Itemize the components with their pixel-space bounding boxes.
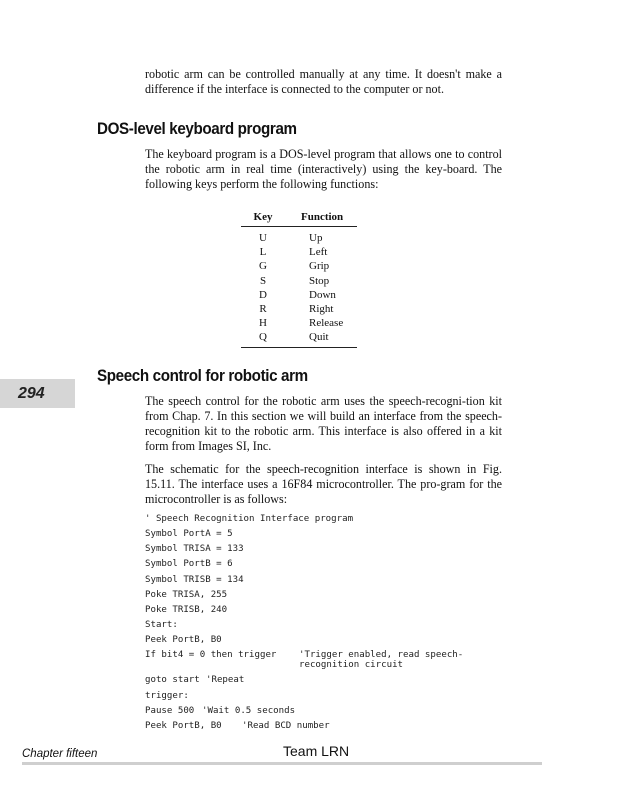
code-line xyxy=(145,673,505,688)
speech-paragraph-1: The speech control for the robotic arm uses the speech-recogni-tion kit from Chap. 7. In this section we will build an interface from the speech-recognition kit to the robotic arm. This interface is also offered in a kit form from Images SI, Inc. xyxy=(145,394,502,453)
key-cell: R xyxy=(259,303,267,316)
function-cell: Right xyxy=(309,303,334,316)
function-cell: Up xyxy=(309,232,323,244)
code-comment: 'Trigger enabled, read speech- xyxy=(299,650,464,661)
column-header-function: Function xyxy=(285,208,357,227)
code-statement: If bit4 = 0 then trigger xyxy=(145,650,277,661)
table-header-row xyxy=(241,208,357,227)
speech-paragraph-2: The schematic for the speech-recognition interface is shown in Fig. 15.11. The interface uses a 16F84 microcontroller. The pro-gram for the microcontroller is as follows: xyxy=(145,462,502,506)
function-cell: Grip xyxy=(309,260,330,273)
code-line: Poke TRISB, 240 xyxy=(145,604,228,615)
code-listing xyxy=(145,512,505,734)
code-line: Peek PortB, B0 xyxy=(145,635,222,646)
table-row xyxy=(241,274,357,288)
table-row xyxy=(241,259,357,273)
table-row xyxy=(241,288,357,302)
table-row xyxy=(241,302,357,316)
key-cell: U xyxy=(259,232,267,244)
function-cell: Left xyxy=(309,246,328,259)
code-statement: goto start xyxy=(145,675,200,686)
code-line: Poke TRISA, 255 xyxy=(145,589,228,600)
code-line xyxy=(145,704,505,719)
column-header-key: Key xyxy=(241,208,285,227)
footer-text: Team LRN xyxy=(283,743,350,759)
chapter-label: Chapter fifteen xyxy=(22,748,98,760)
key-cell: G xyxy=(259,260,267,273)
code-line: Start: xyxy=(145,619,178,630)
code-comment: 'Wait 0.5 seconds xyxy=(202,705,296,716)
key-cell: H xyxy=(259,317,267,330)
table-row xyxy=(241,330,357,347)
section-heading-speech: Speech control for robotic arm xyxy=(97,367,308,385)
section-heading-keyboard: DOS-level keyboard program xyxy=(97,120,297,138)
keyboard-paragraph: The keyboard program is a DOS-level program that allows one to control the robotic arm in real time (interactively) using the key-board. The following keys perform the following functions: xyxy=(145,147,502,191)
function-cell: Release xyxy=(309,317,344,330)
intro-paragraph: robotic arm can be controlled manually at any time. It doesn't make a difference if the interface is connected to the computer or not. xyxy=(145,67,502,96)
code-line: Symbol PortA = 5 xyxy=(145,529,233,540)
function-cell: Down xyxy=(309,288,336,301)
code-line xyxy=(145,658,505,671)
key-cell: L xyxy=(259,246,267,259)
key-cell: S xyxy=(259,274,267,287)
page-number: 294 xyxy=(18,385,45,402)
code-line: Symbol TRISB = 134 xyxy=(145,574,244,585)
code-comment: 'Read BCD number xyxy=(242,720,330,731)
code-statement: Peek PortB, B0 xyxy=(145,720,222,731)
code-comment-continuation: recognition circuit xyxy=(299,660,404,671)
footer-rule xyxy=(22,762,542,765)
code-comment: 'Repeat xyxy=(206,675,245,686)
code-statement: Pause 500 xyxy=(145,705,195,716)
code-line xyxy=(145,719,505,734)
code-line: ' Speech Recognition Interface program xyxy=(145,514,354,524)
key-cell: Q xyxy=(241,330,285,347)
code-line: trigger: xyxy=(145,690,189,701)
code-line: Symbol TRISA = 133 xyxy=(145,544,244,555)
key-cell: D xyxy=(259,288,267,301)
code-line: Symbol PortB = 6 xyxy=(145,559,233,570)
table-row xyxy=(241,245,357,259)
table-row xyxy=(241,227,357,246)
function-cell: Quit xyxy=(285,330,357,347)
table-row xyxy=(241,316,357,330)
function-cell: Stop xyxy=(309,274,330,287)
key-function-table xyxy=(241,208,357,348)
